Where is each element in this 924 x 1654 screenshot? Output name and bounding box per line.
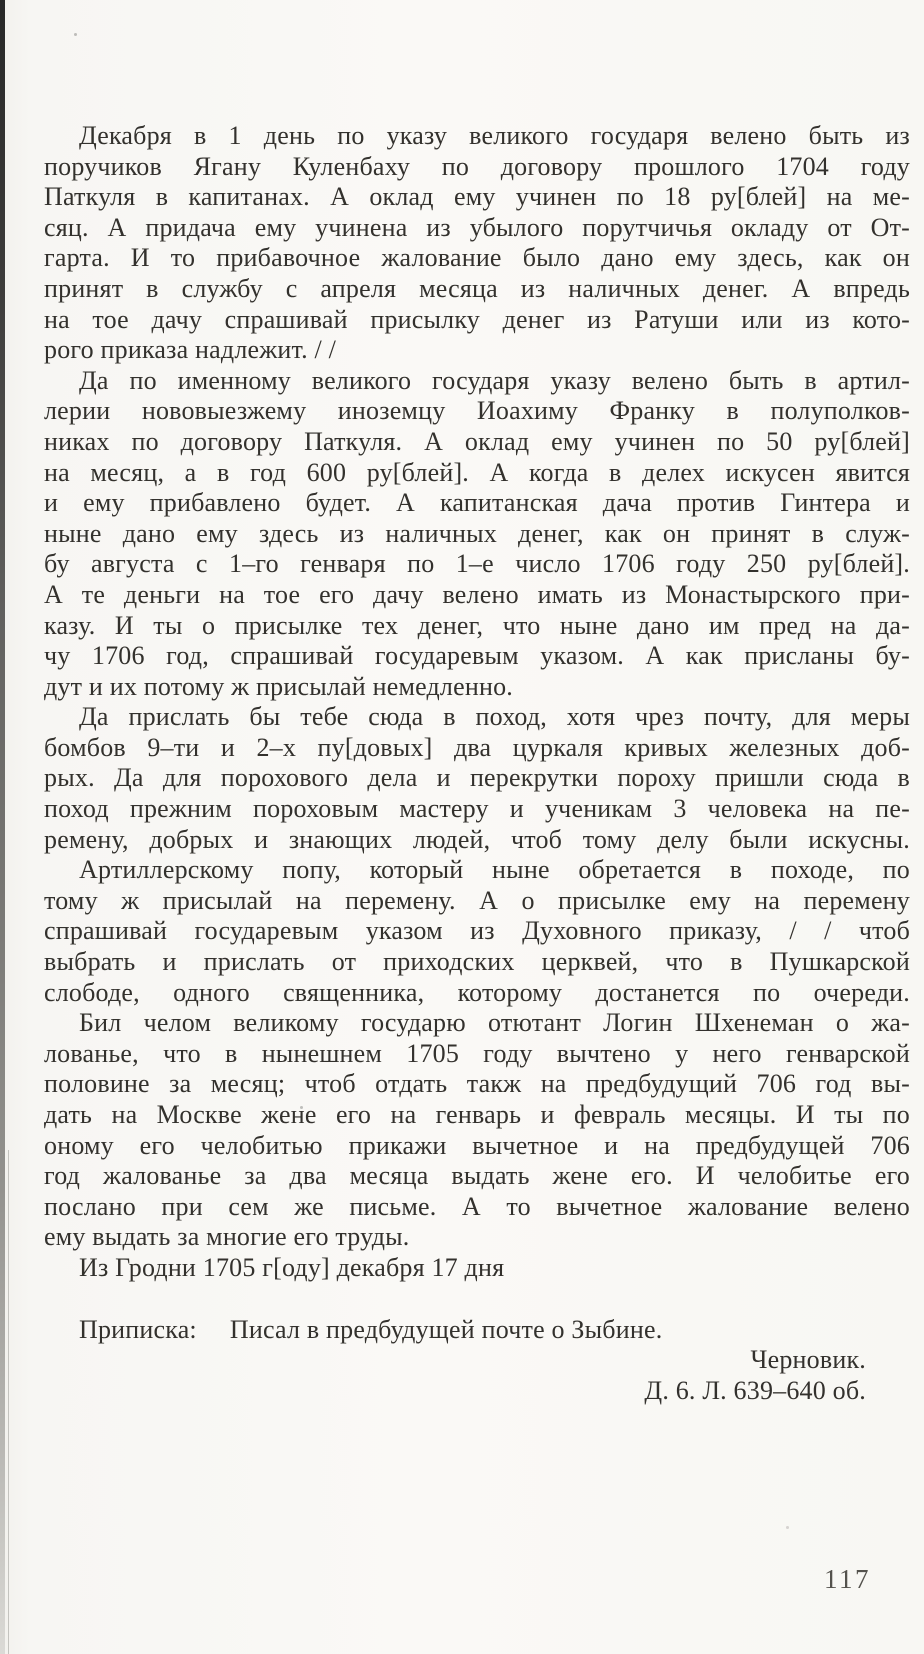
binding-shadow [0,0,5,1654]
text-line: рого приказа надлежит. / / [44,335,337,365]
text-line: ему выдать за многие его труды. [44,1222,410,1252]
text-line: Паткуля в капитанах. А оклад ему учинен по 18 ру[блей] на ме- [44,182,910,212]
text-line: дать на Москве жене его на генварь и февраль месяцы. И ты по [44,1100,910,1129]
text-line: Да по именному великого государя указу велено быть в артил- [79,365,910,395]
text-line: тому ж присылай на перемену. А о присылке ему на перемену [44,885,910,915]
paragraph [44,366,910,703]
text-line: принят в службу с апреля месяца из наличных денег. А впредь [44,273,910,303]
colophon [44,1345,910,1406]
text-line: на тое дачу спрашивай присылку денег из Ратуши или из кото- [44,304,910,334]
document-text-block [44,121,910,1406]
text-line: дут и их потому ж присылай немедленно. [44,671,513,701]
text-line: поход прежним пороховым мастеру и ученикам 3 человека на пе- [44,794,910,824]
postscript-label: Приписка: [79,1314,197,1344]
scan-line-artifact [8,1150,9,1654]
paragraph [44,855,910,1008]
colophon-draft-line: Черновик. [750,1345,866,1375]
text-line: бу августа с 1–го генваря по 1–е число 1706 году 250 ру[блей]. [44,549,910,579]
text-line: Декабря в 1 день по указу великого государя велено быть из [79,121,910,150]
text-line: бомбов 9–ти и 2–х пу[довых] два цуркаля кривых железных доб- [44,732,910,762]
text-line: лованье, что в нынешнем 1705 году вычтено у него генварской [44,1038,910,1068]
text-line: Да прислать бы тебе сюда в поход, хотя чрез почту, для меры [79,702,910,732]
text-line: никах по договору Паткуля. А оклад ему учинен по 50 ру[блей] [44,426,910,456]
text-line: сяц. А придача ему учинена из убылого порутчичья окладу от От- [44,212,910,242]
text-line: Бил челом великому государю отютант Логин Шхенеман о жа- [79,1008,910,1038]
postscript-row [44,1315,910,1346]
paragraph [44,1253,910,1284]
text-line: поручиков Ягану Куленбаху по договору прошлого 1704 году [44,151,910,181]
text-line: ныне дано ему здесь из наличных денег, как он принят в служ- [44,518,910,548]
paragraph [44,121,910,366]
text-line: слободе, одного священника, которому достанется по очереди. [44,977,910,1007]
paragraph [44,702,910,855]
text-line: и ему прибавлено будет. А капитанская дача против Гинтера и [44,488,910,518]
text-line: спрашивай государевым указом из Духовного приказу, / / чтоб [44,916,910,946]
text-line: Из Гродни 1705 г[оду] декабря 17 дня [79,1252,505,1282]
paragraphs-container [44,121,910,1284]
colophon-archive-line: Д. 6. Л. 639–640 об. [644,1375,866,1405]
text-line: на месяц, а в год 600 ру[блей]. А когда в делех искусен явится [44,457,910,487]
scan-speck [786,1526,789,1529]
text-line: А те деньги на тое его дачу велено имать из Монастырского при- [44,579,910,609]
text-line: Артиллерскому попу, который ныне обретается в походе, по [79,855,910,885]
text-line: лерии нововыезжему иноземцу Иоахиму Франку в полуполков- [44,396,910,426]
postscript-text: Писал в предбудущей почте о Зыбине. [229,1314,663,1344]
text-line: казу. И ты о присылке тех денег, что ныне дано им пред на да- [44,610,910,640]
text-line: оному его челобитью прикажи вычетное и на предбудущей 706 [44,1130,910,1160]
scan-speck [74,33,77,36]
text-line: послано при сем же письме. А то вычетное жалование велено [44,1191,910,1221]
text-line: год жалованье за два месяца выдать жене его. И челобитье его [44,1161,910,1191]
page-number: 117 [824,1564,871,1594]
text-line: ремену, добрых и знающих людей, чтоб тому делу были искусны. [44,824,910,854]
text-line: гарта. И то прибавочное жалование было дано ему здесь, как он [44,243,910,273]
text-line: чу 1706 год, спрашивай государевым указом. А как присланы бу- [44,641,910,671]
text-line: выбрать и прислать от приходских церквей, что в Пушкарской [44,947,910,977]
text-line: половине за месяц; чтоб отдать такж на предбудущий 706 год вы- [44,1069,910,1099]
paragraph [44,1008,910,1253]
text-line: рых. Да для порохового дела и перекрутки пороху пришли сюда в [44,763,910,793]
